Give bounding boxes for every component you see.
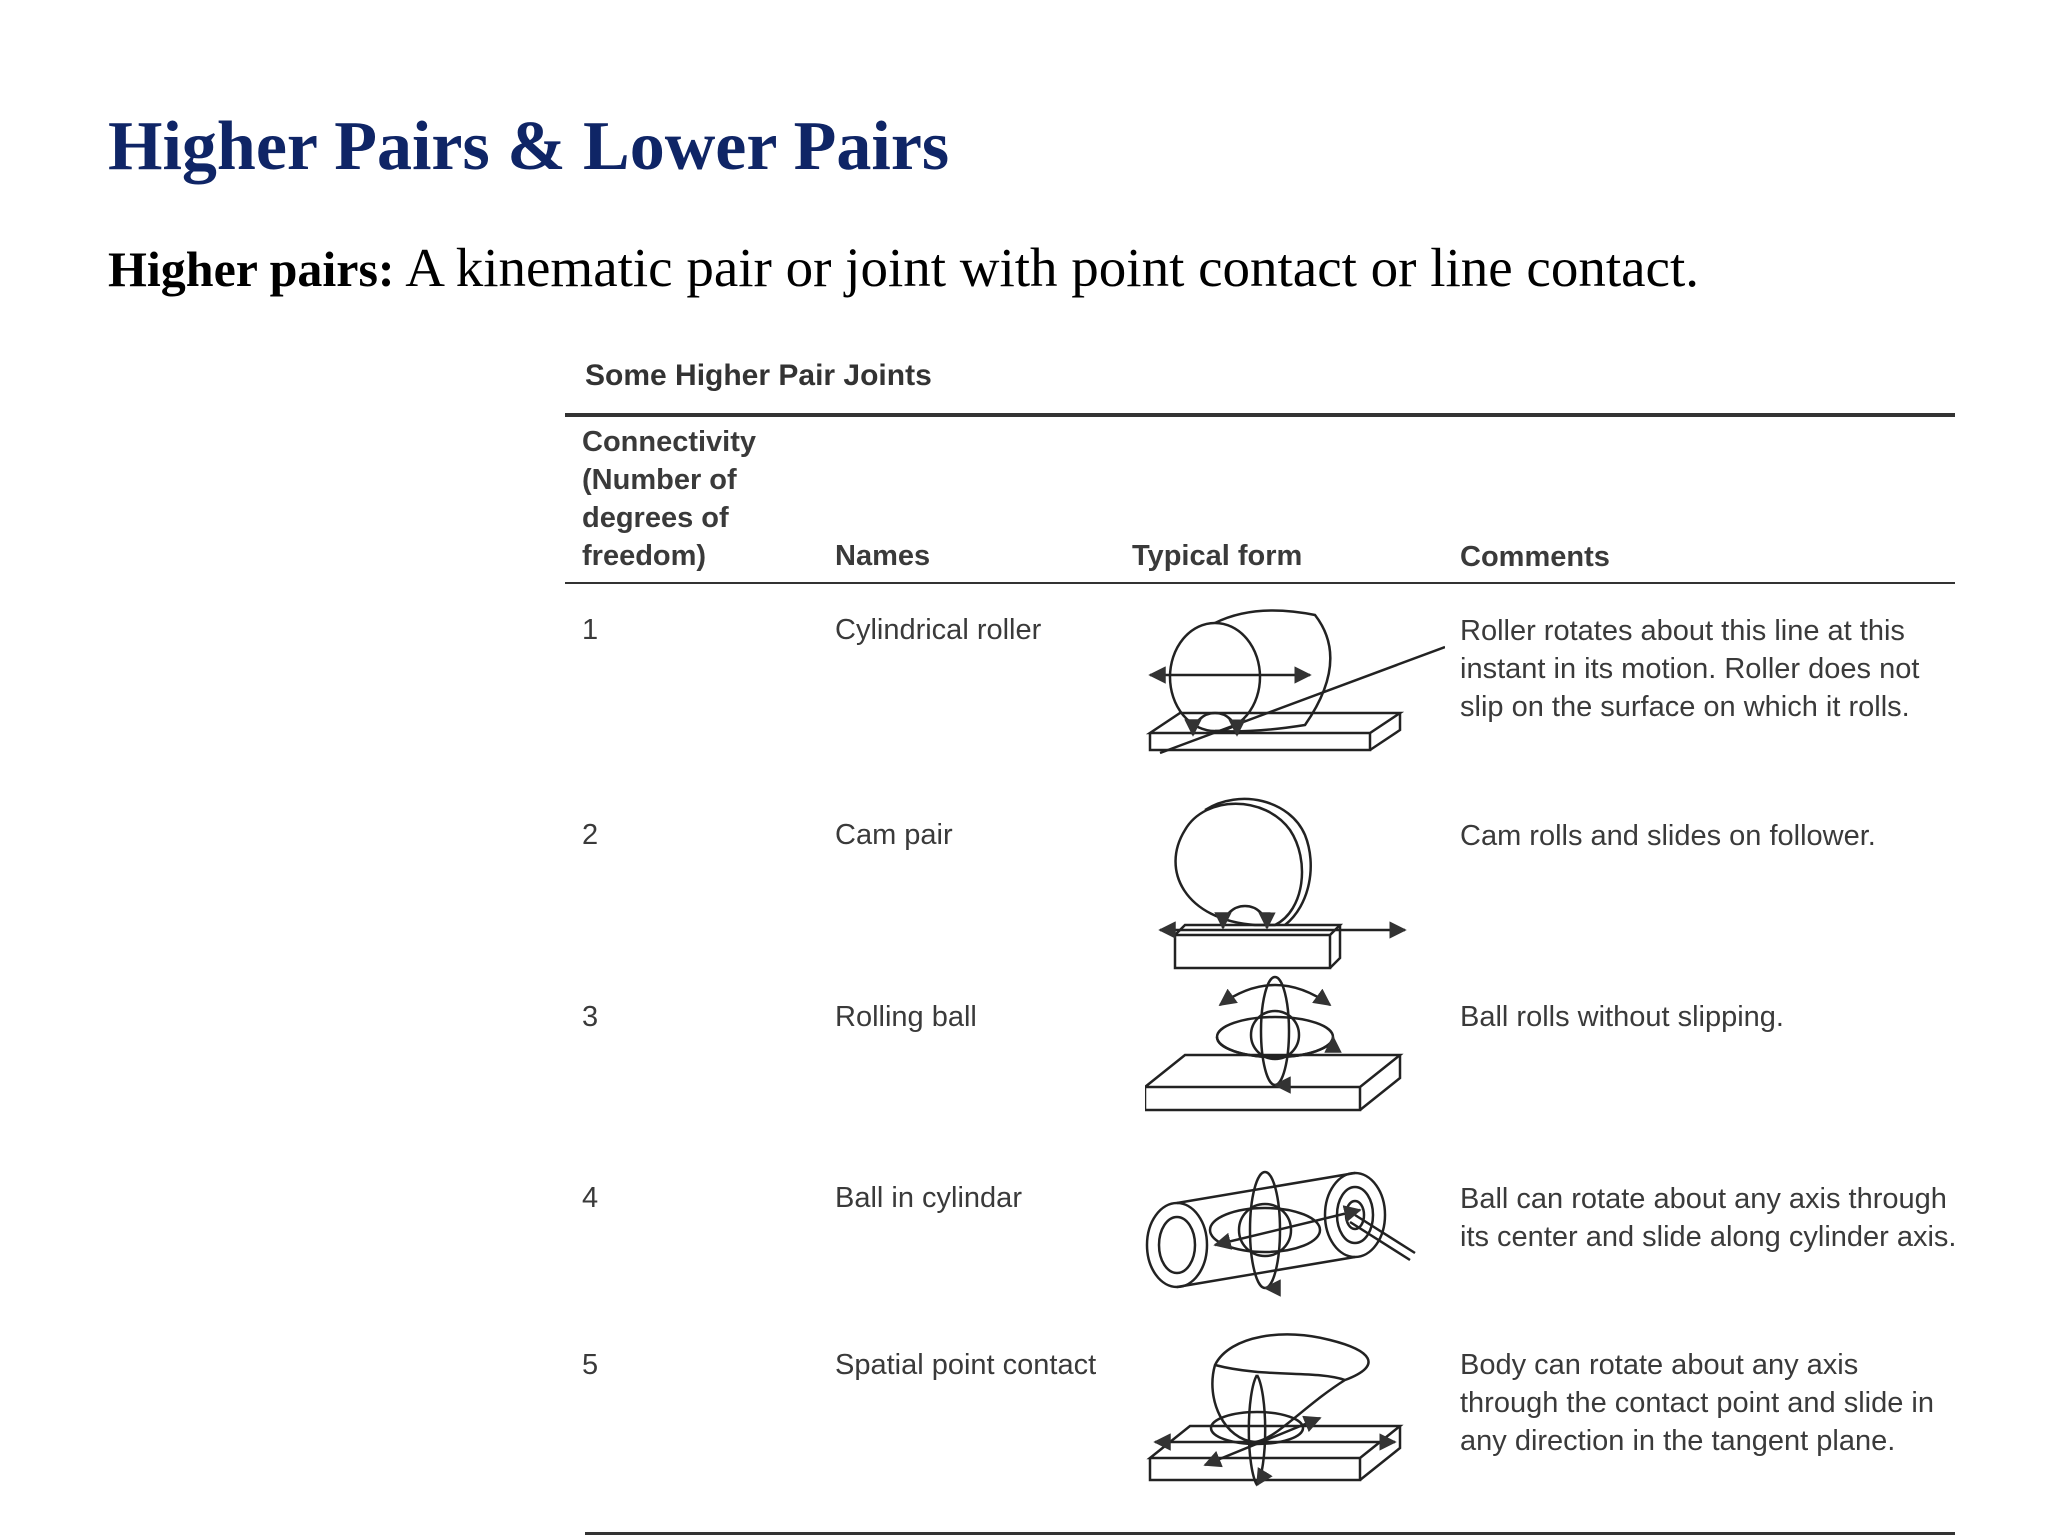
table-bottom-rule (585, 1532, 1955, 1535)
spatial-point-contact-icon (1145, 1330, 1445, 1490)
row-5-comment: Body can rotate about any axis through the contact point and slide in any direction in the tangent plane. (1460, 1349, 1934, 1457)
table-top-rule (565, 413, 1955, 417)
row-4-name: Ball in cylindar (835, 1182, 1022, 1214)
row-3-comment: Ball rolls without slipping. (1460, 1001, 1784, 1033)
cylindrical-roller-icon (1145, 605, 1445, 755)
header-typical-form: Typical form (1132, 540, 1303, 572)
row-5-name: Spatial point contact (835, 1349, 1097, 1381)
table-caption: Some Higher Pair Joints (585, 359, 932, 392)
row-5-connectivity: 5 (582, 1349, 599, 1381)
rolling-ball-icon (1145, 975, 1445, 1115)
header-names: Names (835, 540, 931, 572)
row-4-connectivity: 4 (582, 1182, 599, 1214)
row-1-comment: Roller rotates about this line at this instant in its motion. Roller does not slip on the surface on which it rolls. (1460, 615, 1920, 723)
row-2-connectivity: 2 (582, 819, 599, 851)
higher-pair-table (565, 355, 1955, 1536)
row-1-name: Cylindrical roller (835, 614, 1042, 646)
header-connectivity: Connectivity (Number of degrees of freedom) (582, 426, 757, 572)
table-header-rule (565, 582, 1955, 584)
definition-term: Higher pairs: (108, 241, 395, 297)
row-1-connectivity: 1 (582, 614, 599, 646)
row-2-name: Cam pair (835, 819, 953, 851)
row-2-comment: Cam rolls and slides on follower. (1460, 820, 1876, 852)
cam-pair-icon (1145, 790, 1445, 980)
header-comments: Comments (1460, 541, 1610, 573)
row-3-name: Rolling ball (835, 1001, 977, 1033)
definition-text: A kinematic pair or joint with point contact or line contact. (394, 237, 1699, 298)
page-title: Higher Pairs & Lower Pairs (108, 108, 950, 185)
row-4-comment: Ball can rotate about any axis through its center and slide along cylinder axis. (1460, 1183, 1957, 1253)
ball-in-cylinder-icon (1145, 1160, 1445, 1300)
row-3-connectivity: 3 (582, 1001, 599, 1033)
definition (108, 238, 1699, 299)
